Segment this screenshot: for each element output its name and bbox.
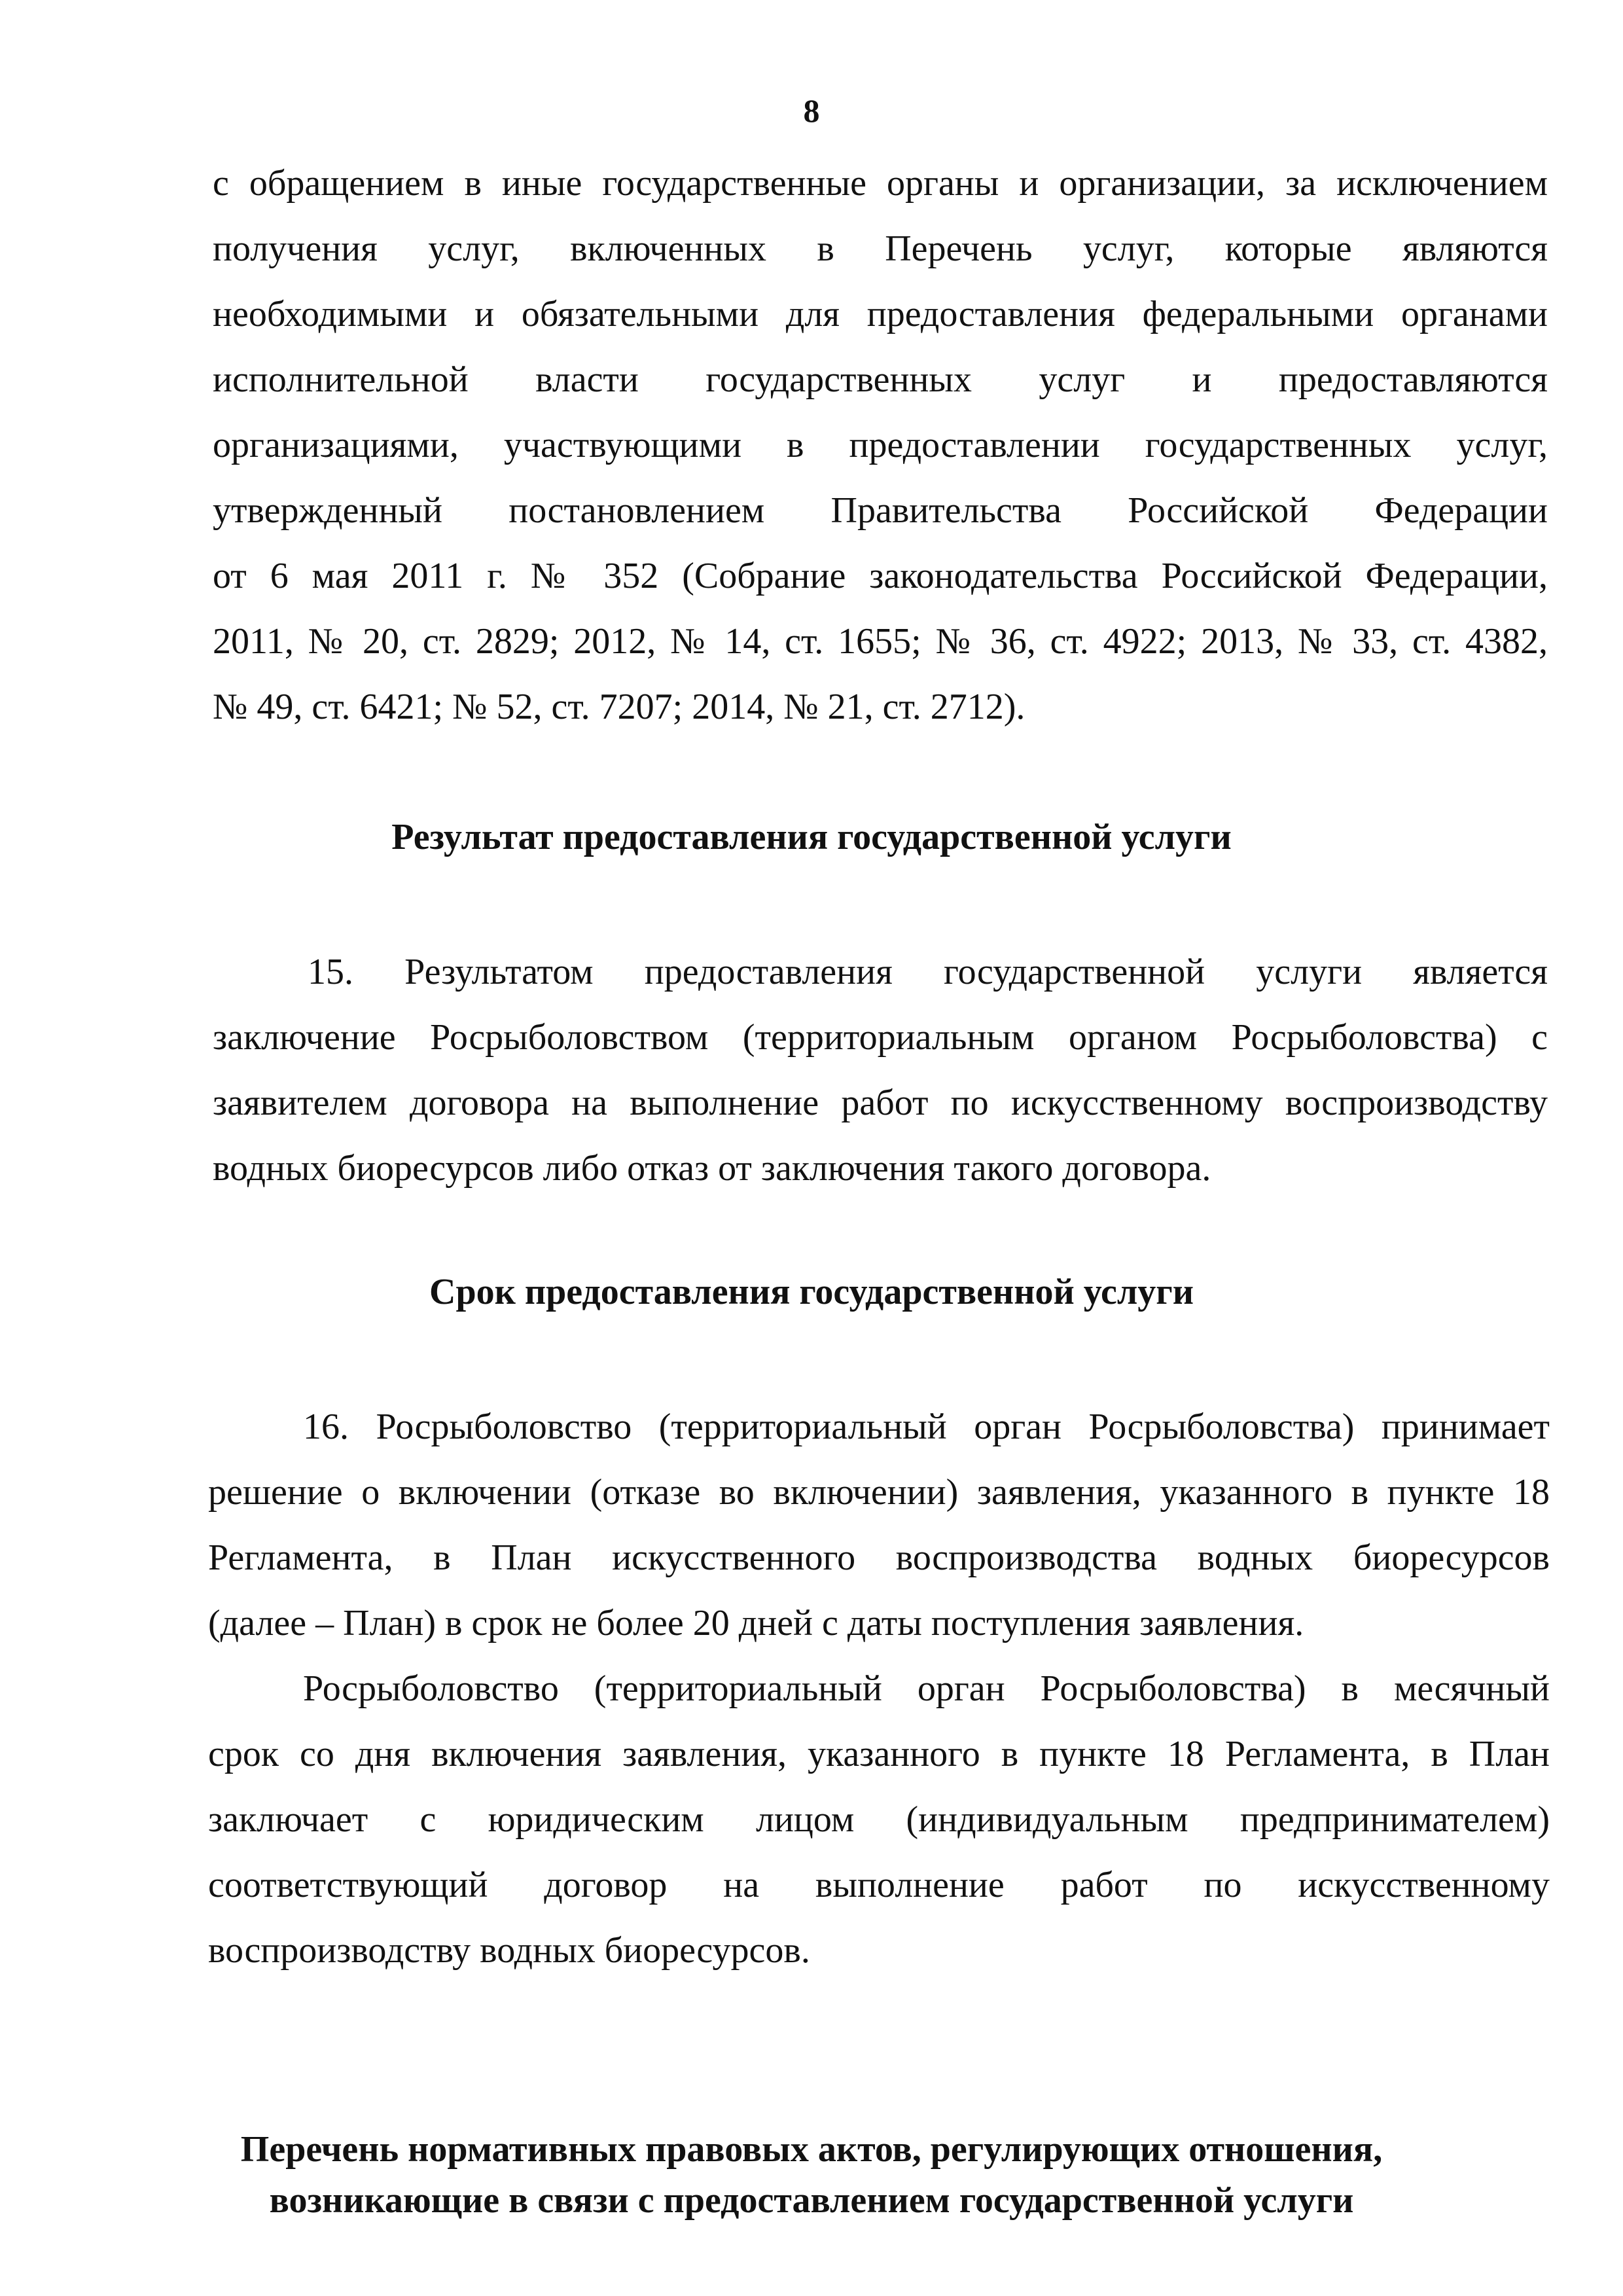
text-line: водных биоресурсов либо отказ от заключения такого договора.	[213, 1148, 1211, 1189]
text-line: Росрыболовство (территориальный орган Росрыболовства) в месячный	[303, 1668, 1550, 1709]
paragraph-continuation	[213, 151, 1548, 740]
text-line: 2011, № 20, ст. 2829; 2012, № 14, ст. 1655; № 36, ст. 4922; 2013, № 33, ст. 4382,	[213, 621, 1548, 662]
text-line: заключает с юридическим лицом (индивидуальным предпринимателем)	[208, 1799, 1550, 1840]
heading-line: возникающие в связи с предоставлением государственной услуги	[269, 2180, 1354, 2221]
heading-line: Перечень нормативных правовых актов, регулирующих отношения,	[240, 2129, 1383, 2170]
text-line: заявителем договора на выполнение работ по искусственному воспроизводству	[213, 1083, 1548, 1123]
text-line: заключение Росрыболовством (территориальным органом Росрыболовства) с	[213, 1017, 1548, 1058]
text-line: (далее – План) в срок не более 20 дней с даты поступления заявления.	[208, 1603, 1304, 1643]
paragraph-16-second	[208, 1656, 1550, 1983]
paragraph-16	[208, 1394, 1550, 1656]
text-line: Регламента, в План искусственного воспроизводства водных биоресурсов	[208, 1537, 1550, 1578]
text-line: № 49, ст. 6421; № 52, ст. 7207; 2014, № 21, ст. 2712).	[213, 687, 1026, 727]
text-line: 15. Результатом предоставления государственной услуги является	[308, 952, 1548, 992]
text-line: от 6 мая 2011 г. № 352 (Собрание законодательства Российской Федерации,	[213, 556, 1548, 596]
section-heading-result: Результат предоставления государственной услуги	[391, 817, 1232, 857]
text-line: необходимыми и обязательными для предоставления федеральными органами	[213, 294, 1548, 334]
text-line: организациями, участвующими в предоставлении государственных услуг,	[213, 425, 1548, 465]
text-line: с обращением в иные государственные органы и организации, за исключением	[213, 163, 1548, 204]
section-heading-term: Срок предоставления государственной услуги	[429, 1272, 1194, 1312]
text-line: соответствующий договор на выполнение работ по искусственному	[208, 1865, 1550, 1905]
text-line: воспроизводству водных биоресурсов.	[208, 1930, 810, 1971]
text-line: утвержденный постановлением Правительства Российской Федерации	[213, 490, 1548, 531]
section-heading-acts	[0, 2124, 1623, 2226]
text-line: решение о включении (отказе во включении) заявления, указанного в пункте 18	[208, 1472, 1550, 1513]
text-line: исполнительной власти государственных услуг и предоставляются	[213, 359, 1548, 400]
text-line: срок со дня включения заявления, указанного в пункте 18 Регламента, в План	[208, 1734, 1550, 1774]
text-line: 16. Росрыболовство (территориальный орган Росрыболовства) принимает	[303, 1407, 1550, 1447]
paragraph-15	[213, 939, 1548, 1201]
page-number: 8	[803, 92, 820, 129]
text-line: получения услуг, включенных в Перечень услуг, которые являются	[213, 228, 1548, 269]
